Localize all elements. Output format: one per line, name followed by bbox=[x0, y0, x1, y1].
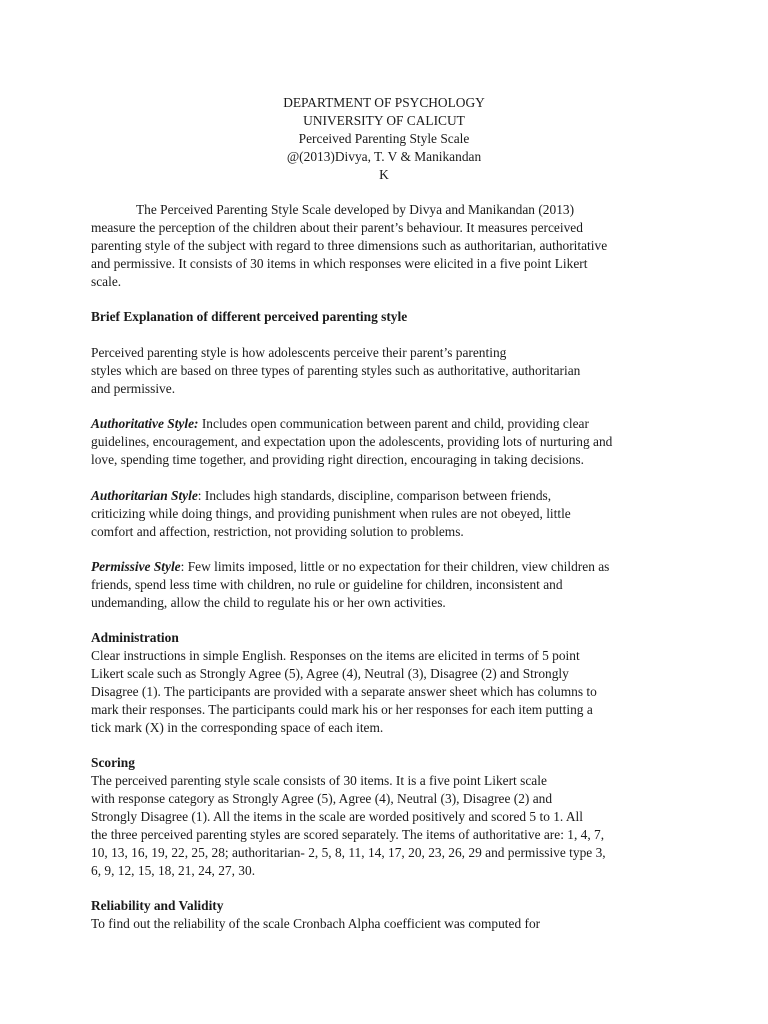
intro-line: scale. bbox=[91, 274, 122, 289]
intro-line: parenting style of the subject with regard to three dimensions such as authoritarian, authoritative bbox=[91, 238, 608, 253]
brief-line: styles which are based on three types of parenting styles such as authoritative, authoritarian bbox=[91, 363, 581, 378]
administration-line: mark their responses. The participants could mark his or her responses for each item putting a bbox=[91, 702, 593, 717]
authoritative-text: Includes open communication between parent and child, providing clear bbox=[198, 416, 589, 431]
scoring-line: Strongly Disagree (1). All the items in the scale are worded positively and scored 5 to 1. All bbox=[91, 809, 583, 824]
authors-line-2: K bbox=[379, 167, 389, 182]
authoritative-term: Authoritative Style: bbox=[91, 416, 199, 431]
administration-line: Clear instructions in simple English. Responses on the items are elicited in terms of 5 point bbox=[91, 648, 580, 663]
administration-heading: Administration bbox=[91, 630, 179, 645]
permissive-term: Permissive Style bbox=[91, 559, 181, 574]
administration-line: Disagree (1). The participants are provided with a separate answer sheet which has columns to bbox=[91, 684, 597, 699]
authors-line-1: @(2013)Divya, T. V & Manikandan bbox=[286, 149, 482, 164]
authoritative-first-line bbox=[91, 415, 589, 433]
scoring-line: 10, 13, 16, 19, 22, 25, 28; authoritarian- 2, 5, 8, 11, 14, 17, 20, 23, 26, 29 and permissive type 3, bbox=[91, 845, 606, 860]
scoring-line: with response category as Strongly Agree (5), Agree (4), Neutral (3), Disagree (2) and bbox=[91, 791, 553, 806]
permissive-line: undemanding, allow the child to regulate his or her own activities. bbox=[91, 595, 446, 610]
scoring-line: the three perceived parenting styles are scored separately. The items of authoritative are: 1, 4, 7, bbox=[91, 827, 605, 842]
brief-heading: Brief Explanation of different perceived parenting style bbox=[91, 309, 408, 324]
administration-line: Likert scale such as Strongly Agree (5), Agree (4), Neutral (3), Disagree (2) and Strongly bbox=[91, 666, 569, 681]
department-heading: DEPARTMENT OF PSYCHOLOGY bbox=[283, 95, 485, 110]
scoring-line: 6, 9, 12, 15, 18, 21, 24, 27, 30. bbox=[91, 863, 256, 878]
scoring-heading: Scoring bbox=[91, 755, 135, 770]
intro-line: and permissive. It consists of 30 items in which responses were elicited in a five point Likert bbox=[91, 256, 588, 271]
intro-line: measure the perception of the children about their parent’s behaviour. It measures perceived bbox=[91, 220, 583, 235]
brief-line: Perceived parenting style is how adolescents perceive their parent’s parenting bbox=[91, 345, 507, 360]
university-heading: UNIVERSITY OF CALICUT bbox=[303, 113, 465, 128]
intro-line: The Perceived Parenting Style Scale developed by Divya and Manikandan (2013) bbox=[136, 202, 575, 217]
scale-title: Perceived Parenting Style Scale bbox=[298, 131, 470, 146]
authoritarian-first-line bbox=[91, 487, 551, 505]
authoritative-line: love, spending time together, and providing right direction, encouraging in taking decisions. bbox=[91, 452, 584, 467]
permissive-text: : Few limits imposed, little or no expectation for their children, view children as bbox=[180, 559, 610, 574]
reliability-line: To find out the reliability of the scale Cronbach Alpha coefficient was computed for bbox=[91, 916, 541, 931]
authoritative-line: guidelines, encouragement, and expectation upon the adolescents, providing lots of nurturing and bbox=[91, 434, 613, 449]
permissive-first-line bbox=[91, 558, 609, 576]
authoritarian-text: : Includes high standards, discipline, comparison between friends, bbox=[197, 488, 552, 503]
authoritarian-line: criticizing while doing things, and providing punishment when rules are not obeyed, little bbox=[91, 506, 571, 521]
authoritarian-term: Authoritarian Style bbox=[91, 488, 198, 503]
reliability-heading: Reliability and Validity bbox=[91, 898, 224, 913]
brief-line: and permissive. bbox=[91, 381, 176, 396]
administration-line: tick mark (X) in the corresponding space of each item. bbox=[91, 720, 384, 735]
authoritarian-line: comfort and affection, restriction, not providing solution to problems. bbox=[91, 524, 464, 539]
permissive-line: friends, spend less time with children, no rule or guideline for children, inconsistent and bbox=[91, 577, 563, 592]
scoring-line: The perceived parenting style scale consists of 30 items. It is a five point Likert scale bbox=[91, 773, 547, 788]
